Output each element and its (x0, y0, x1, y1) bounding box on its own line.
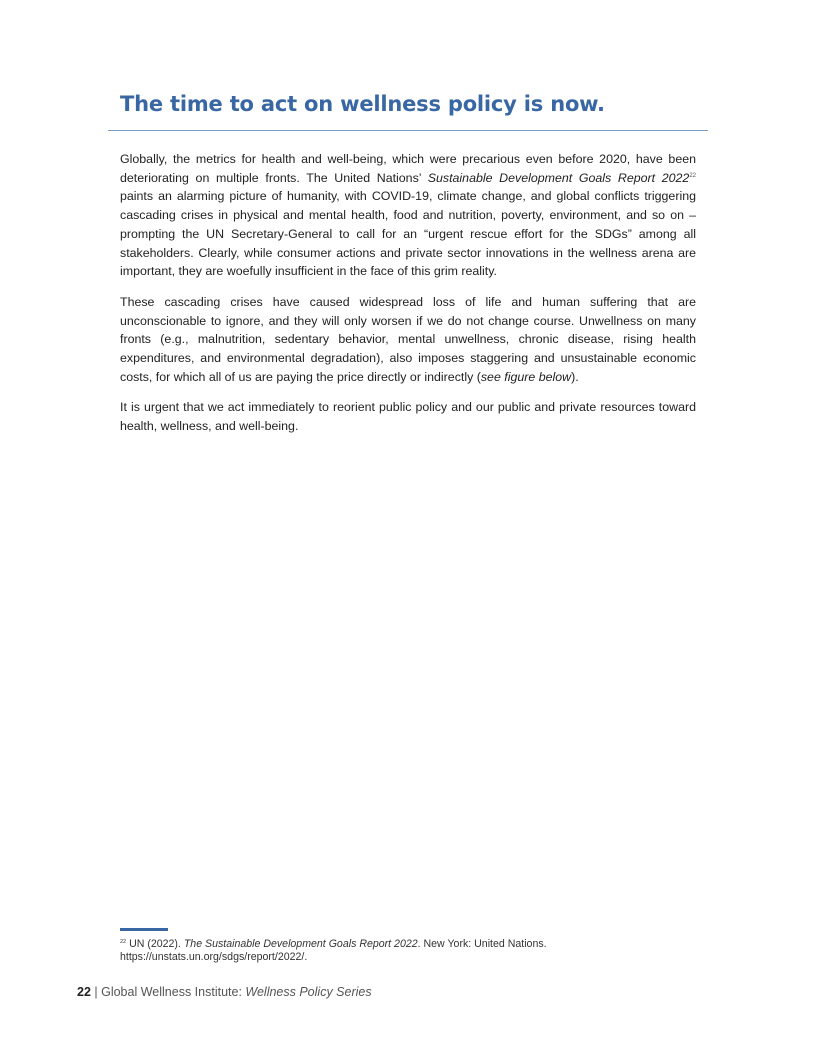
page-number: 22 (77, 985, 91, 999)
body-text (120, 150, 696, 448)
paragraph-2 (120, 293, 696, 387)
footer-separator: | (90, 985, 102, 999)
footnote-divider (120, 928, 168, 931)
report-title: Sustainable Development Goals Report 2022 (427, 170, 690, 185)
footer-org: Global Wellness Institute: (101, 985, 246, 999)
footnote-number: 22 (120, 939, 127, 945)
paragraph-3: It is urgent that we act immediately to reorient public policy and our public and private resources toward health, wellness, and well-being. (120, 400, 696, 434)
footnote-reference[interactable]: 22 (689, 172, 697, 179)
footnote-title: The Sustainable Development Goals Report 2022 (183, 938, 418, 950)
section-heading: The time to act on wellness policy is now. (120, 92, 605, 116)
paragraph-1 (120, 150, 696, 281)
footnote (120, 938, 680, 963)
footnote-suffix[interactable]: . New York: United Nations. https://unstats.un.org/sdgs/report/2022/. (120, 938, 547, 963)
footer-series: Wellness Policy Series (245, 985, 372, 999)
page-footer (77, 985, 372, 999)
p2-text-b: ). (571, 369, 579, 384)
p1-text-a: Globally, the metrics for health and well-being, which were precarious even before 2020, have been deteriorating on multiple fronts. The United Nations’ (120, 152, 696, 185)
figure-reference: see figure below (480, 369, 572, 384)
p1-text-b: paints an alarming picture of humanity, with COVID-19, climate change, and global conflicts triggering cascading crises in physical and mental health, food and nutrition, poverty, environment, and so on – prompting the UN Secretary-General to call for an “urgent rescue effort for the SDGs” among all stakeholders. Clearly, while consumer actions and private sector innovations in the wellness arena are important, they are woefully insufficient in the face of this grim reality. (120, 189, 696, 279)
heading-divider (108, 130, 708, 131)
p2-text-a: These cascading crises have caused widespread loss of life and human suffering that are unconscionable to ignore, and they will only worsen if we do not change course. Unwellness on many fronts (e.g., malnutrition, sedentary behavior, mental unwellness, chronic disease, rising health expenditures, and environmental degradation), also imposes staggering and unsustainable economic costs, for which all of us are paying the price directly or indirectly ( (120, 294, 696, 384)
footnote-prefix: UN (2022). (126, 938, 184, 950)
